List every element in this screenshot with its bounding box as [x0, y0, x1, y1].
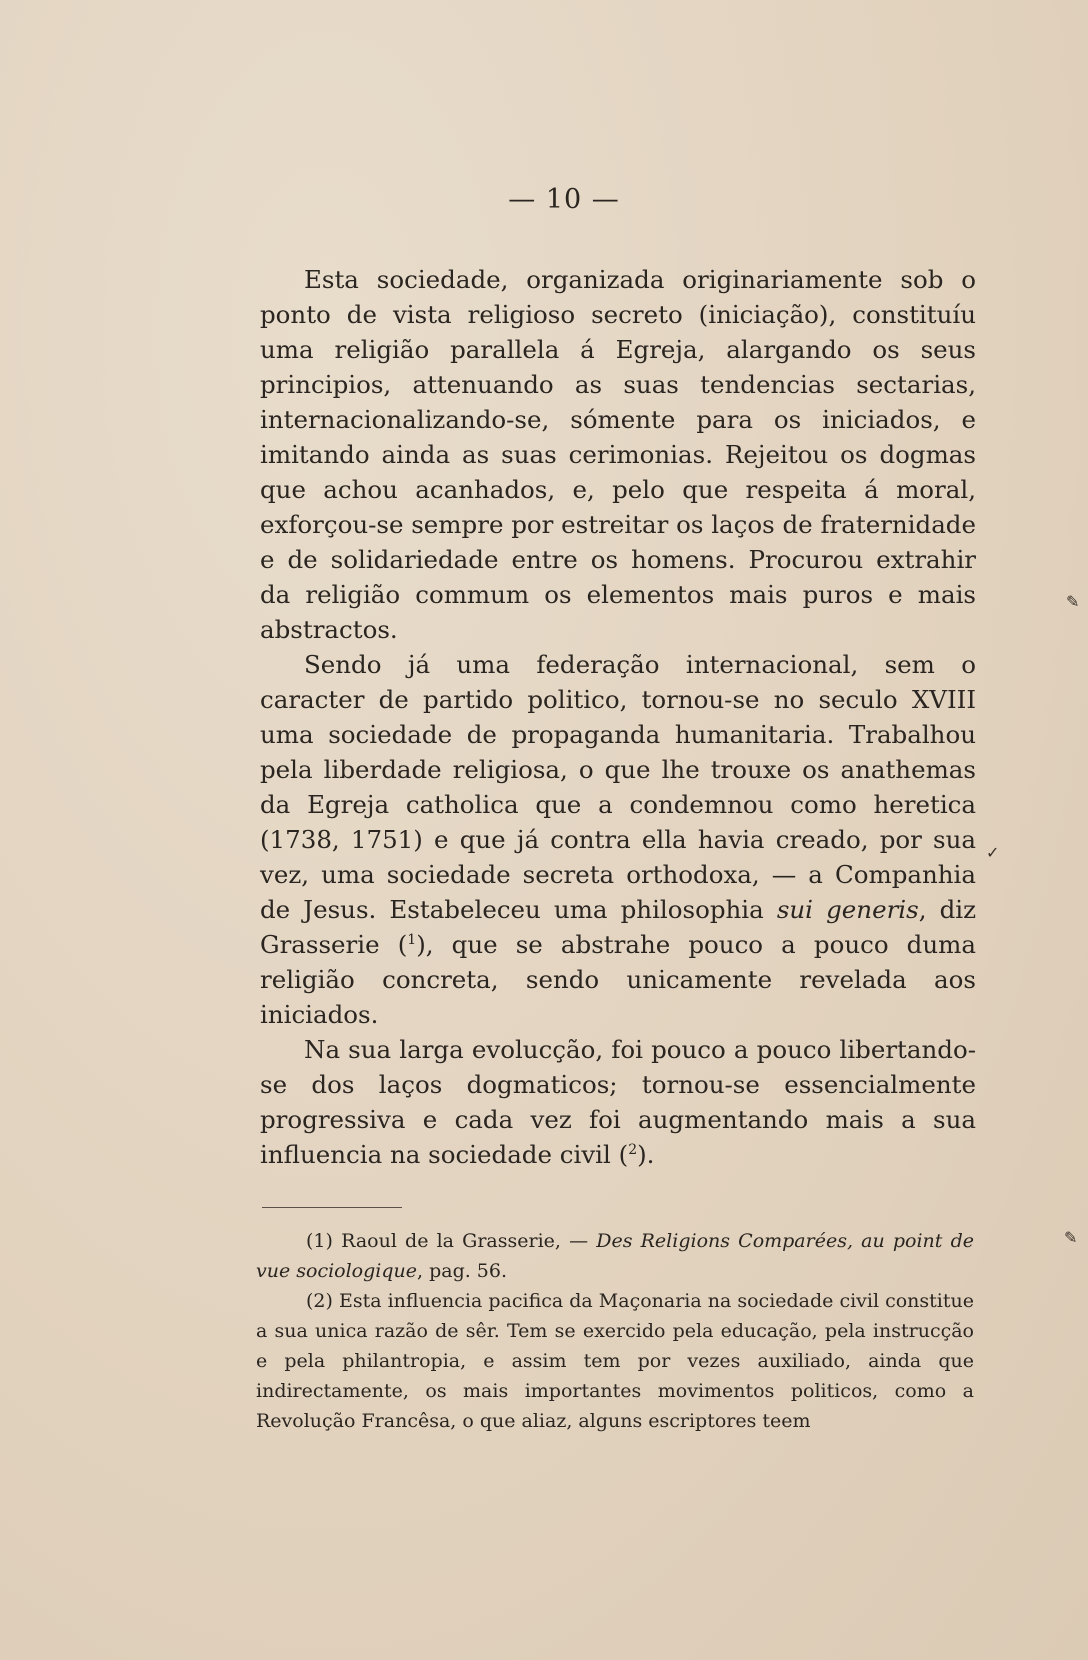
margin-mark-2: ✓ — [986, 843, 1000, 862]
paragraph-2-text-b: , diz Grasserie ( — [260, 895, 976, 959]
paragraph-3 — [260, 1032, 976, 1172]
footnote-2-marker: (2) — [306, 1290, 333, 1312]
footnote-1 — [256, 1226, 974, 1286]
paragraph-1 — [260, 262, 976, 647]
footnote-ref-1: 1 — [407, 931, 417, 948]
main-text — [260, 262, 976, 1172]
footnotes — [256, 1226, 974, 1436]
margin-mark-1: ✎ — [1066, 592, 1080, 611]
paragraph-2-text-c: ), que se abstrahe pouco a pouco duma religião concreta, sendo unicamente revelada aos iniciados. — [260, 930, 976, 1029]
paragraph-2 — [260, 647, 976, 1032]
page-number: — 10 — — [508, 184, 620, 215]
paragraph-3-text-a: Na sua larga evolucção, foi pouco a pouco libertando-se dos laços dogmaticos; tornou-se essencialmente progressiva e cada vez foi augmentando mais a sua influencia na sociedade civil ( — [260, 1035, 976, 1169]
footnote-1-rest: , pag. 56. — [417, 1260, 508, 1282]
paragraph-3-text-b: ). — [637, 1140, 655, 1169]
paragraph-2-text-a: Sendo já uma federação internacional, sem o caracter de partido politico, tornou-se no seculo XVIII uma sociedade de propaganda humanitaria. Trabalhou pela liberdade religiosa, o que lhe trouxe os anathemas da Egreja catholica que a condemnou como heretica (1738, 1751) e que já contra ella havia creado, por sua vez, uma sociedade secreta orthodoxa, — a Companhia de Jesus. Estabeleceu uma philosophia — [260, 650, 976, 924]
footnote-2-text: Esta influencia pacifica da Maçonaria na sociedade civil constitue a sua unica razão de sêr. Tem se exercido pela educação, pela instrucção e pela philantropia, e assim tem por vezes auxiliado, ainda que indirectamente, os mais importantes movimentos politicos, como a Revolução Francêsa, o que aliaz, alguns escriptores teem — [256, 1290, 974, 1432]
paragraph-1-text: Esta sociedade, organizada originariamente sob o ponto de vista religioso secreto (iniciação), constituíu uma religião parallela á Egreja, alargando os seus principios, attenuando as suas tendencias sectarias, internacionalizando-se, sómente para os iniciados, e imitando ainda as suas cerimonias. Rejeitou os dogmas que achou acanhados, e, pelo que respeita á moral, exforçou-se sempre por estreitar os laços de fraternidade e de solidariedade entre os homens. Procurou extrahir da religião commum os elementos mais puros e mais abstractos. — [260, 265, 976, 644]
latin-phrase: sui generis — [776, 895, 919, 924]
footnote-ref-2: 2 — [628, 1141, 638, 1158]
footnote-1-marker: (1) — [306, 1230, 333, 1252]
margin-mark-3: ✎ — [1064, 1228, 1078, 1247]
footnote-1-author: Raoul de la Grasserie, — — [332, 1230, 597, 1252]
footnote-divider — [262, 1207, 402, 1208]
footnote-1-title: Des Religions Comparées, au point de vue sociologique — [256, 1230, 974, 1282]
footnote-2 — [256, 1286, 974, 1436]
